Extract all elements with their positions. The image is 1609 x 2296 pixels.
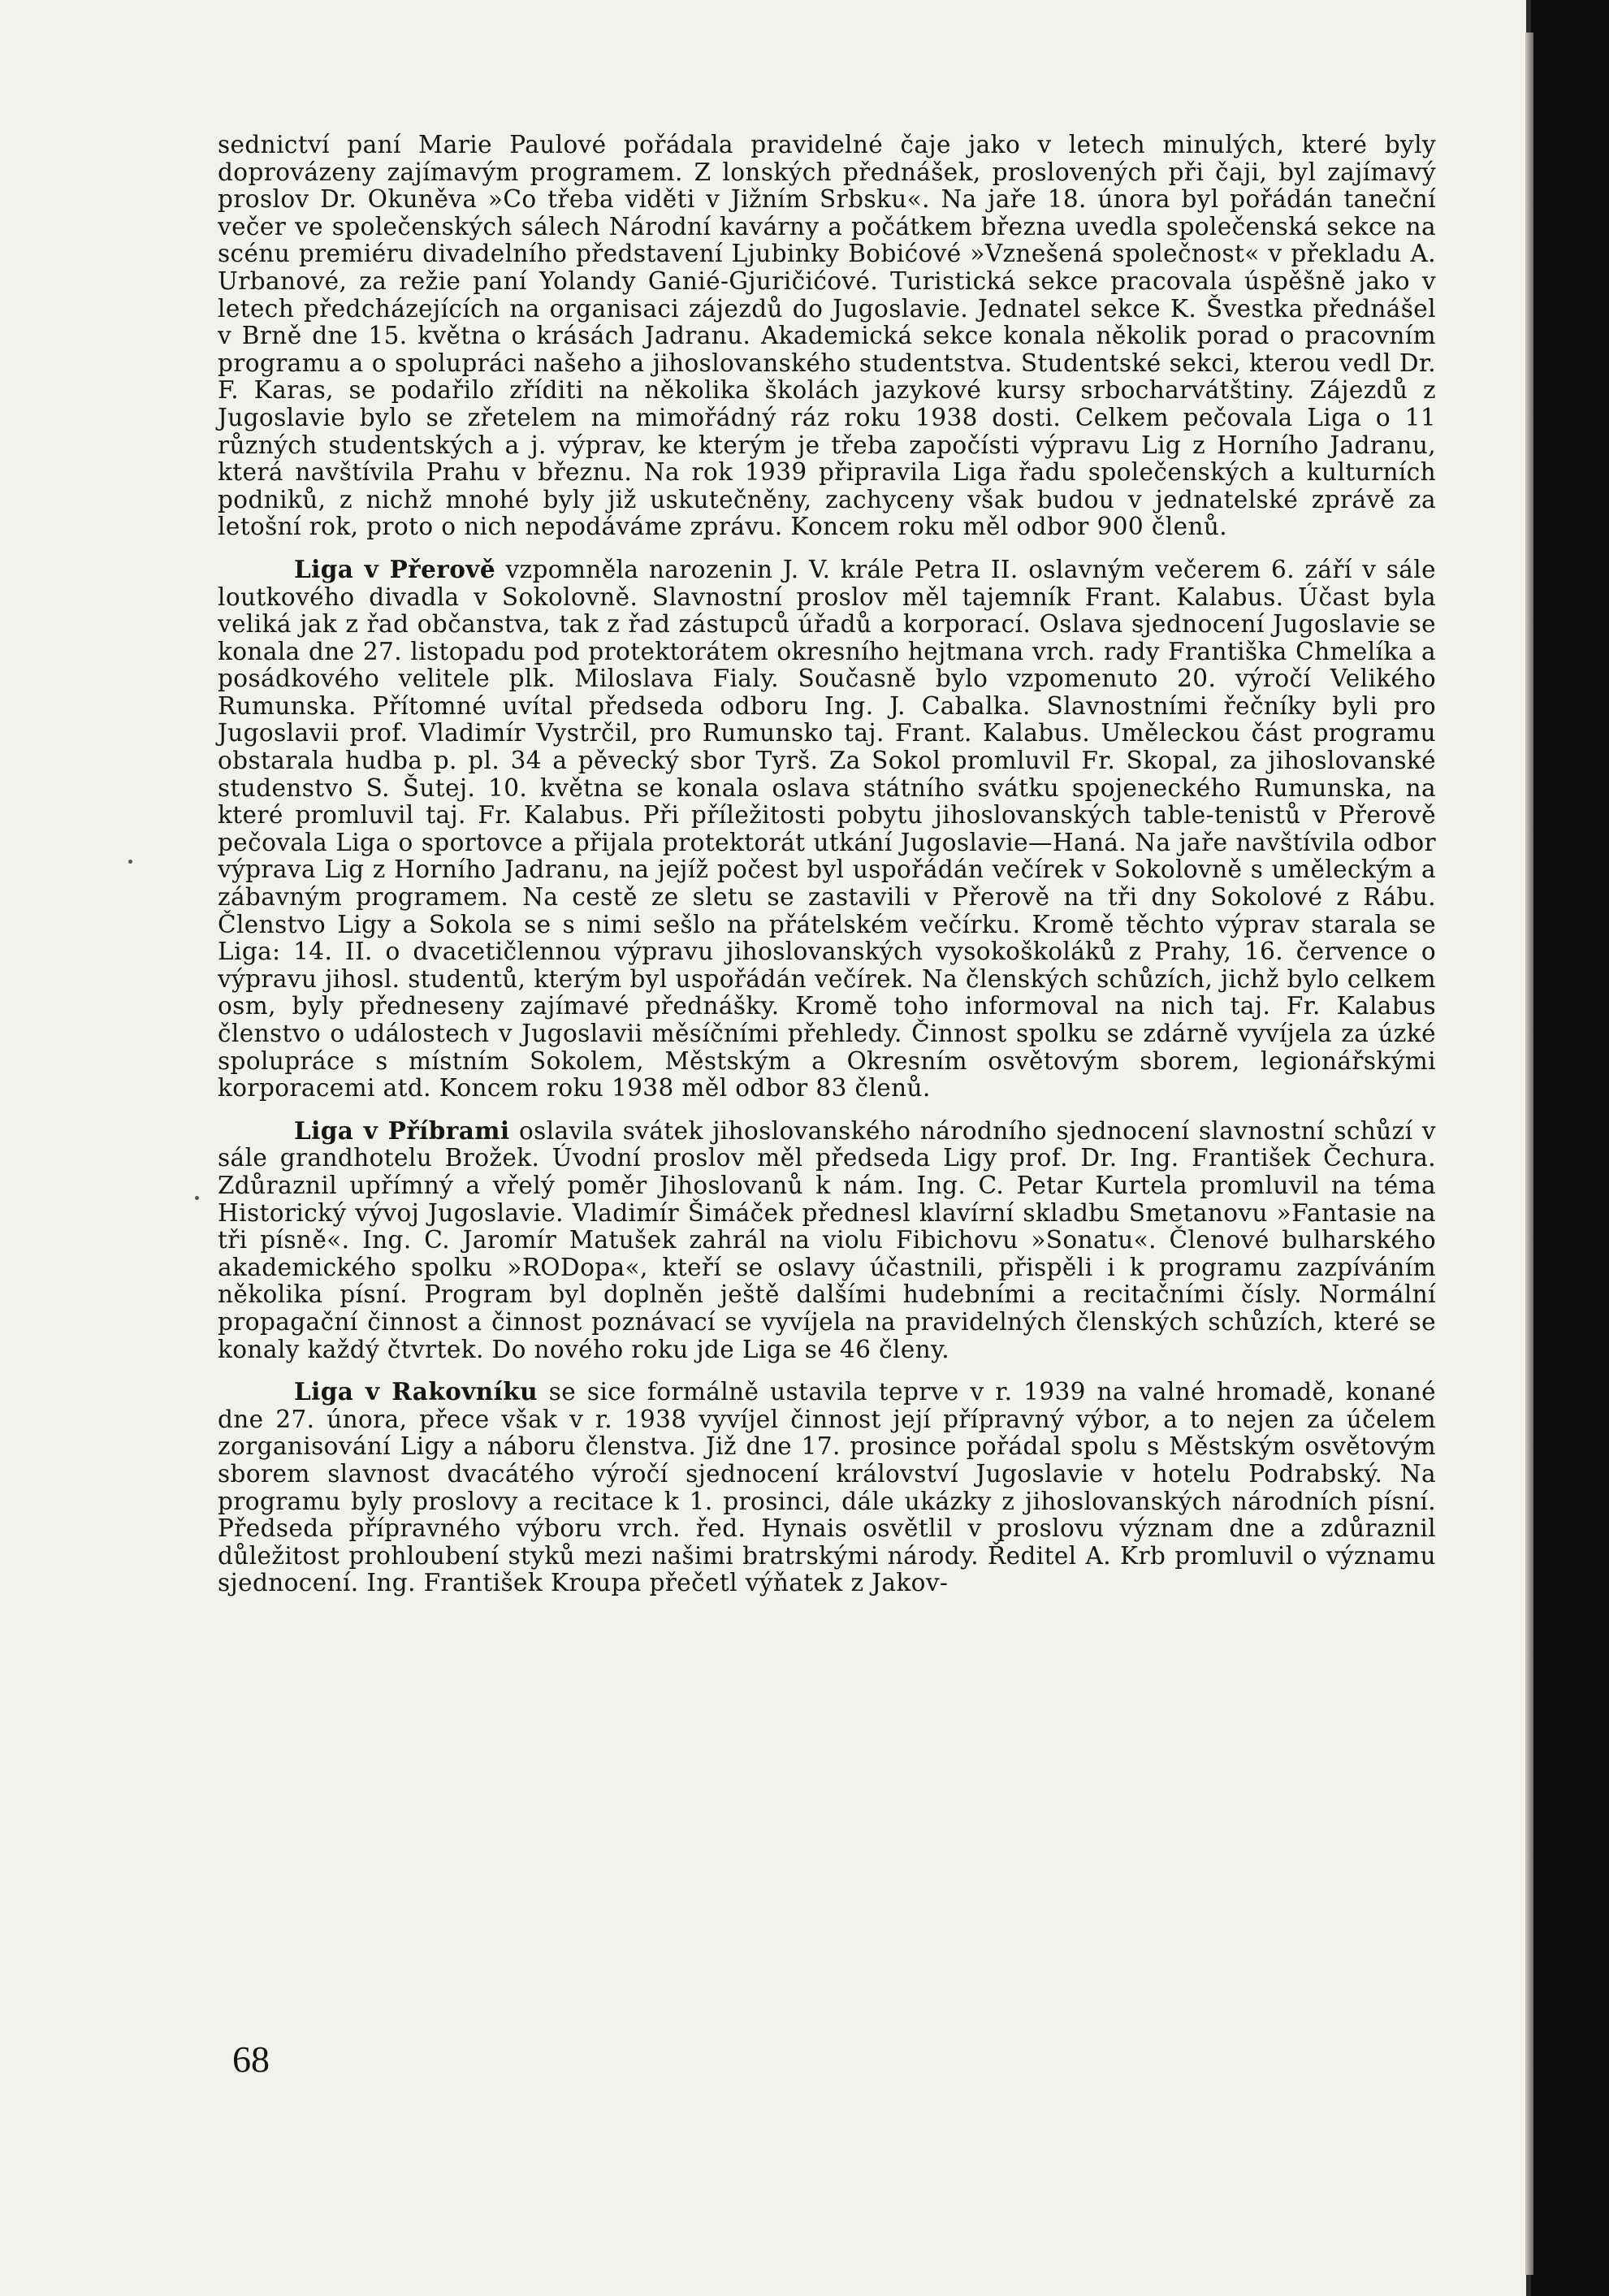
print-speck [128, 860, 132, 864]
paragraph-lead: Liga v Přerově [294, 554, 496, 583]
print-speck [195, 1196, 199, 1200]
paragraph-text: oslavila svátek jihoslovanského národního sjednocení slavnostní schůzí v sále grandhotelu Brožek. Úvodní proslov měl předseda Ligy prof. Dr. Ing. František Čechura. Zdůraznil upřímný a vřelý poměr Jihoslovanů k nám. Ing. C. Petar Kurtela promluvil na téma Historický vývoj Jugoslavie. Vladimír Šimáček přednesl klavírní skladbu Smetanovu »Fantasie na tři písně«. Ing. C. Jaromír Matušek zahrál na violu Fibichovu »Sonatu«. Členové bulharského akademického spolku »RODopa«, kteří se oslavy účastnili, přispěli i k programu zazpíváním několika písní. Program byl doplněn ještě dalšími hudebními a recitačními čísly. Normální propagační činnost a činnost poznávací se vyvíjela na pravidelných členských schůzích, které se konaly každý čtvrtek. Do nového roku jde Liga se 46 členy. [218, 1116, 1436, 1363]
paragraph-liga-pribram [218, 1117, 1436, 1363]
book-binding-edge [1525, 32, 1533, 2275]
body-text [218, 132, 1436, 1612]
paragraph-continuation [218, 132, 1436, 541]
paragraph-text: vzpomněla narozenin J. V. krále Petra II. oslavným večerem 6. září v sále loutkového divadla v Sokolovně. Slavnostní proslov měl tajemník Frant. Kalabus. Účast byla veliká jak z řad občanstva, tak z řad zástupců úřadů a korporací. Oslava sjednocení Jugoslavie se konala dne 27. listopadu pod protektorátem okresního hejtmana vrch. rady Františka Chmelíka a posádkového velitele plk. Miloslava Fialy. Současně bylo vzpomenuto 20. výročí Velikého Rumunska. Přítomné uvítal předseda odboru Ing. J. Cabalka. Slavnostními řečníky byli pro Jugoslavii prof. Vladimír Vystrčil, pro Rumunsko taj. Frant. Kalabus. Uměleckou část programu obstarala hudba p. pl. 34 a pěvecký sbor Tyrš. Za Sokol promluvil Fr. Skopal, za jihoslovanské studenstvo S. Šutej. 10. května se konala oslava státního svátku spojeneckého Rumunska, na které promluvil taj. Fr. Kalabus. Při příležitosti pobytu jihoslovanských table-tenistů v Přerově pečovala Liga o sportovce a přijala protektorát utkání Jugoslavie—Haná. Na jaře navštívila odbor výprava Lig z Horního Jadranu, na jejíž počest byl uspořádán večírek v Sokolovně s uměleckým a zábavným programem. Na cestě ze sletu se zastavili v Přerově na tři dny Sokolové z Rábu. Členstvo Ligy a Sokola se s nimi sešlo na přátelském večírku. Kromě těchto výprav starala se Liga: 14. II. o dvacetičlennou výpravu jihoslovanských vysokoškoláků z Prahy, 16. července o výpravu jihosl. studentů, kterým byl uspořádán večírek. Na členských schůzích, jichž bylo celkem osm, byly předneseny zajímavé přednášky. Kromě toho informoval na nich taj. Fr. Kalabus členstvo o událostech v Jugoslavii měsíčními přehledy. Činnost spolku se zdárně vyvíjela za úzké spolupráce s místním Sokolem, Městským a Okresním osvětovým sborem, legionářskými korporacemi atd. Koncem roku 1938 měl odbor 83 členů. [218, 555, 1436, 1103]
paragraph-text: se sice formálně ustavila teprve v r. 1939 na valné hromadě, konané dne 27. února, přece však v r. 1938 vyvíjel činnost její přípravný výbor, a to nejen za účelem zorganisování Ligy a náboru členstva. Již dne 17. prosince pořádal spolu s Městským osvětovým sborem slavnost dvacátého výročí sjednocení království Jugoslavie v hotelu Podrabský. Na programu byly proslovy a recitace k 1. prosinci, dále ukázky z jihoslovanských národních písní. Předseda přípravného výboru vrch. řed. Hynais osvětlil v proslovu význam dne a zdůraznil důležitost prohloubení styků mezi našimi bratrskými národy. Ředitel A. Krb promluvil o významu sjednocení. Ing. František Kroupa přečetl výňatek z Jakov- [218, 1378, 1436, 1597]
paragraph-liga-rakovnik [218, 1378, 1436, 1597]
paragraph-text: sednictví paní Marie Paulové pořádala pravidelné čaje jako v letech minulých, které byly doprovázeny zajímavým programem. Z lonských přednášek, proslovených při čaji, byl zajímavý proslov Dr. Okuněva »Co třeba viděti v Jižním Srbsku«. Na jaře 18. února byl pořádán taneční večer ve společenských sálech Národní kavárny a počátkem března uvedla společenská sekce na scénu premiéru divadelního představení Ljubinky Bobićové »Vznešená společnost« v překladu A. Urbanové, za režie paní Yolandy Ganié-Gjuričićové. Turistická sekce pracovala úspěšně jako v letech předcházejících na organisaci zájezdů do Jugoslavie. Jednatel sekce K. Švestka přednášel v Brně dne 15. května o krásách Jadranu. Akademická sekce konala několik porad o pracovním programu a o spolupráci našeho a jihoslovanského studentstva. Studentské sekci, kterou vedl Dr. F. Karas, se podařilo zříditi na několika školách jazykové kursy srbocharvátštiny. Zájezdů z Jugoslavie bylo se zřetelem na mimořádný ráz roku 1938 dosti. Celkem pečovala Liga o 11 různých studentských a j. výprav, ke kterým je třeba započísti výpravu Lig z Horního Jadranu, která navštívila Prahu v březnu. Na rok 1939 připravila Liga řadu společenských a kulturních podniků, z nichž mnohé byly již uskutečněny, zachyceny však budou v jednatelské zprávě za letošní rok, proto o nich nepodáváme zprávu. Koncem roku měl odbor 900 členů. [218, 131, 1436, 541]
paragraph-lead: Liga v Příbrami [294, 1116, 510, 1145]
page-number: 68 [232, 2038, 270, 2080]
paragraph-liga-prerov [218, 556, 1436, 1103]
paragraph-lead: Liga v Rakovníku [294, 1377, 538, 1406]
